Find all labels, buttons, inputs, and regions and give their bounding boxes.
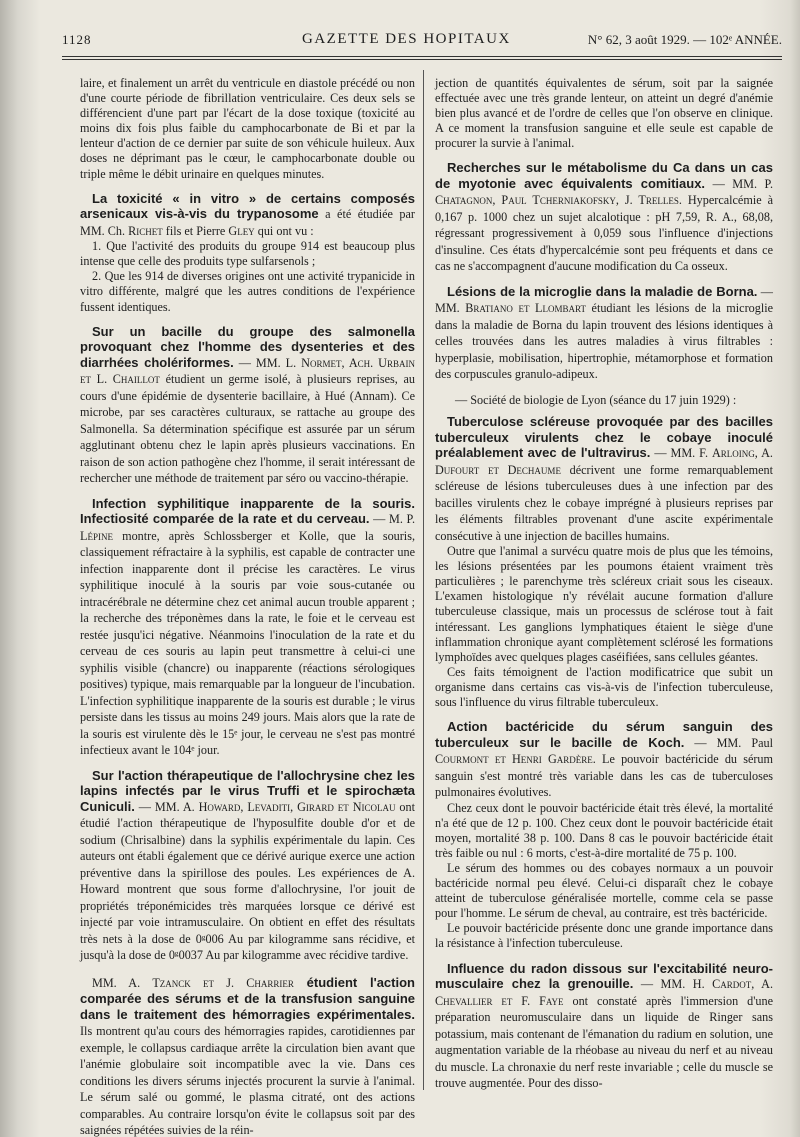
list-item: 2. Que les 914 de diverses origines ont une activité trypanicide in vitro différente, malgré que les autres conditions de l'expérience fussent identiques. [80, 269, 415, 314]
author-names: Arloing, A. Dufourt et Dechaume [435, 446, 773, 477]
article-body: ont étudié l'action thérapeutique de l'hyposulfite double d'or et de sodium (Chrisalbine) dans la syphilis expérimentale du lapin. Ces auteurs ont établi également que ce dérivé aurique exerce une action préventive dans la spirillose des poules. Les expériences de A. Howard montrent que sous forme d'allochrysine, l'or jouit de propriétés tréponémicides très marquées lorsque ce dérivé est injecté par voie intramusculaire. On obtient en effet des résultats très nets à la dose de 0ᵍ006 Au par kilogramme sans récidive, et jusqu'à la dose de 0ᵍ0037 Au par kilogramme avec récidive tardive. [80, 799, 415, 963]
header-rule-double [62, 59, 782, 60]
article-serum: Action bactéricide du sérum sanguin des tuberculeux sur le bacille de Koch. — MM. Paul Courmont et Henri Gardère. Le pouvoir bactéricide du sérum sanguin s'est montré très variable dans les cas de tuberculoses pulmonaires évolutives. [435, 719, 773, 800]
article-title: Sur l'action thérapeutique de l'allochrysine chez les lapins infectés par le virus Truffi et le spirochæta Cuniculi. [80, 767, 415, 814]
article-paragraph: Ces faits témoignent de l'action modificatrice que subit un organisme dans certains cas vis-à-vis de l'infection tuberculeuse, sous l'influence du virus filtrable tuberculeux. [435, 664, 773, 709]
article-body: Ils montrent qu'au cours des hémorragies rapides, carotidiennes par exemple, le collapsus cardiaque arrête la circulation bien avant que l'anémie globulaire soit incompatible avec la vie. Dans ces conditions les divers sérums injectés procurent la survie à l'animal. Le sérum salé ou gommé, le plasma citraté, ont des actions comparables. Au contraire lorsqu'on évite le collapsus soit par des saignées répétées suivies de la réin- [80, 1024, 415, 1137]
article-title: Tuberculose scléreuse provoquée par des bacilles tuberculeux virulents chez le cobaye inoculé préalablement avec de l'ultravirus. [435, 414, 773, 461]
article-title: Recherches sur le métabolisme du Ca dans un cas de myotonie avec équivalents comitiaux. [435, 160, 773, 191]
article-transfusion: MM. A. Tzanck et J. Charrier étudient l'action comparée des sérums et de la transfusion sanguine dans le traitement des hémorragies expérimentales. Ils montrent qu'au cours des hémorragies rapides, carotidiennes par exemple, le collapsus cardiaque arrête la circulation bien avant que l'anémie globulaire soit incompatible avec la vie. Dans ces conditions les divers sérums injectés procurent la survie à l'animal. Le sérum salé ou gommé, le plasma citraté, ont des actions comparables. Au contraire lorsqu'on évite le collapsus soit par des saignées répétées suivies de la réin- [80, 974, 415, 1137]
article-body: étudient un germe isolé, à plusieurs reprises, au cours d'une épidémie de dysenterie bacillaire, à Hué (Annam). Ce microbe, par ses caractères culturaux, se rattache au groupe des Salmonella. Sa détermination spécifique est assurée par un sérum agglutinant obtenu chez le lapin après plusieurs vaccinations. En raison de son action pathogène chez l'homme, il serait intéressant de rechercher une méthode de traitement par séro ou vaccino-thérapie. [80, 372, 415, 486]
article-paragraph: Chez ceux dont le pouvoir bactéricide était très élevé, la mortalité n'a été que de 12 p. 100. Chez ceux dont le pouvoir bactéricide était moyen, mortalité 38 p. 100. Dans 8 cas le pouvoir bactéricide était très faible ou nul : 6 morts, c'est-à-dire mortalité de 75 p. 100. [435, 800, 773, 860]
article-syphilis: Infection syphilitique inapparente de la souris. Infectiosité comparée de la rate et du cerveau. — M. P. Lépine montre, après Schlossberger et Kolle, que la souris, classiquement réfractaire à la syphilis, est capable de contracter une infection inapparente dont il précise les caractères. Le virus syphilitique inoculé à la souris par voie sous-cutanée ou intracérébrale ne détermine chez cet animal aucun trouble apparent ; la recherche des tréponèmes dans la rate, le foie et le cerveau est restée jusqu'ici négative. Néanmoins l'inoculation de la rate et du cerveau de ces souris au lapin peut transmettre à celui-ci une syphilis visible (chancre) ou inapparente (réactions sérologiques positives) typique, mais remarquable par la longueur de l'incubation. L'infection syphilitique inapparente de la souris est durable ; le virus persiste dans les tissus au moins 249 jours. Mais alors que la rate de la souris est virulente dès le 15ᵉ jour, le cerveau ne s'est pas montré infectieux avant le 104ᵉ jour. [80, 495, 416, 758]
author-names: Courmont et Henri Gardère [435, 752, 593, 767]
author-name: Richet [128, 223, 163, 238]
article-body: . Hypercalcémie à 0,167 p. 1000 chez un sujet alcalotique : pH 7,59, R. A., 68,08, régressant progressivement à 0,059 sous l'influence d'injections d'insuline. Ces états d'hypercalcémie sont peu fréquents et dans ce cas ne s'accompagnent d'aucune modification du Ca osseux. [435, 193, 773, 274]
article-body: décrivent une forme remarquablement scléreuse de lésions tuberculeuses dues à une infection par des bacilles virulents chez le cobaye imprégné à plusieurs reprises par les éléments filtrables provenant d'une ascite expérimentale consécutive à une injection de bacilles humains. [435, 462, 773, 543]
article-allochrysine: Sur l'action thérapeutique de l'allochrysine chez les lapins infectés par le virus Truffi et le spirochæta Cuniculi. — MM. A. Howard, Levaditi, Girard et Nicolau ont étudié l'action thérapeutique de l'hyposulfite double d'or et de sodium (Chrisalbine) dans la syphilis expérimentale du lapin. Ces auteurs ont établi également que ce dérivé aurique exerce une action préventive dans la spirillose des poules. Les expériences de A. Howard montrent que sous forme d'allochrysine, l'or jouit de propriétés tréponémicides très marquées lorsque ce dérivé est injecté par voie intramusculaire. On obtient en effet des résultats très nets à la dose de 0ᵍ006 Au par kilogramme sans récidive, et jusqu'à la dose de 0ᵍ0037 Au par kilogramme avec récidive tardive. [80, 767, 415, 963]
article-title: Infection syphilitique inapparente de la souris. Infectiosité comparée de la rate et du cerveau. [80, 495, 415, 527]
article-paragraph: Le pouvoir bactéricide présente donc une grande importance dans la résistance à l'infection tuberculeuse. [435, 921, 773, 951]
author-names: Chatagnon, Paul Tchernіakofsky, J. Trelles [435, 193, 679, 208]
article-title: Influence du radon dissous sur l'excitabilité neuro-musculaire chez la grenouille. [435, 960, 773, 992]
article-salmonella: Sur un bacille du groupe des salmonella provoquant chez l'homme des dysenteries et des diarrhées cholériformes. — MM. L. Normet, Ach. Urbain et L. Chaillot étudient un germe isolé, à plusieurs reprises, au cours d'une épidémie de dysenterie bacillaire, à Hué (Annam). Ce microbe, par ses caractères culturaux, se rattache au groupe des Salmonella. Sa détermination spécifique est assurée par un sérum agglutinant obtenu chez le lapin après plusieurs vaccinations. En raison de son action pathogène chez l'homme, il serait intéressant de rechercher une méthode de traitement par séro ou vaccino-thérapie. [80, 323, 415, 486]
article-title: Action bactéricide du sérum sanguin des tuberculeux sur le bacille de Koch. [435, 719, 773, 750]
article-paragraph: Outre que l'animal a survécu quatre mois de plus que les témoins, les lésions présentées par les poumons étaient vraiment très particulières ; le parenchyme très scléreux criait sous les ciseaux. L'examen histologique n'y révélait aucune formation d'allure tuberculeuse classique, mais un processus de sclérose tout à fait intéressant. Les ganglions lymphatiques étaient le siège d'une inflammation chronique ayant complètement sclérosé les formations lymphoïdes avec quelques plages caséifiées, sans cellules géantes. [435, 544, 773, 664]
author-names: Tzanck et J. Charrier [152, 975, 294, 990]
list-item: 1. Que l'activité des produits du groupe 914 est beaucoup plus intense que celle des produits type sulfarsenols ; [80, 239, 415, 269]
author-names: Bratiano et Llombart [465, 301, 586, 316]
author-names: Cardot, A. Chevallier et F. Faye [435, 977, 773, 1008]
article-microglie: Lésions de la microglie dans la maladie de Borna. — MM. Bratiano et Llombart étudiant les lésions de la microglie dans la maladie de Borna du lapin trouvent des lésions identiques à celles trouvées dans les autres maladies à virus filtrables : hyperplasie, mobilisation, hipertrophie, métamorphose et formation des corpuscules granulo-adipeux. [435, 283, 774, 382]
article-arsenic: La toxicité « in vitro » de certains composés arsenicaux vis-à-vis du trypanosome a été étudiée par MM. Ch. Richet fils et Pierre Gley qui ont vu : [80, 190, 415, 238]
article-title: Sur un bacille du groupe des salmonella provoquant chez l'homme des dysenteries et des diarrhées cholériformes. [80, 323, 415, 370]
issue-info: N° 62, 3 août 1929. — 102ᵉ ANNÉE. [587, 32, 782, 47]
article-title: étudient l'action comparée des sérums et de la transfusion sanguine dans le traitement des hémorragies expérimentales. [80, 974, 415, 1022]
article-title: La toxicité « in vitro » de certains composés arsenicaux vis-à-vis du trypanosome [80, 190, 415, 222]
author-names: Howard, Levaditi, Girard et Nicolau [198, 799, 396, 814]
column-divider [423, 70, 424, 1090]
article-body: étudiant les lésions de la microglie dans la maladie de Borna du lapin trouvent des lésions identiques à celles trouvées dans les autres maladies à virus filtrables : hyperplasie, mobilisation, hipertrophie, métamorphose et formation des corpuscules granulo-adipeux. [435, 301, 774, 382]
page-header [62, 30, 782, 52]
continuation-paragraph: jection de quantités équivalentes de sérum, soit par la saignée effectuée avec une très grande lenteur, on atteint un degré d'anémie bien plus avancé et de l'ordre de celles que l'on observe en clinique. A ce moment la transfusion sanguine et elle seule est capable de procurer la survie à l'animal. [435, 76, 773, 151]
article-paragraph: Le sérum des hommes ou des cobayes normaux a un pouvoir bactéricide normal peu élevé. Celui-ci disparaît chez le cobaye atteint de tuberculose généralisée mortelle, comme cela se passe pour l'homme. Le sérum de cheval, au contraire, est très bactéricide. [435, 860, 773, 921]
journal-title: GAZETTE DES HOPITAUX [302, 31, 511, 47]
author-names: Normet, Ach. Urbain et L. Chaillot [80, 355, 415, 387]
article-body: ont constaté après l'immersion d'une préparation neuromusculaire dans un liquide de Ringer sans potassium, mais contenant de l'émanation du radium en solution, une augmentation variable de la rhéobase au niveau du nerf et au niveau du muscle. La chronaxie du nerf reste invariable ; celle du muscle se trouve augmentée. Pour des disso- [435, 993, 774, 1091]
article-tuberculose: Tuberculose scléreuse provoquée par des bacilles tuberculeux virulents chez le cobaye inoculé préalablement avec de l'ultravirus. — MM. F. Arloing, A. Dufourt et Dechaume décrivent une forme remarquablement scléreuse de lésions tuberculeuses dues à une infection par des bacilles virulents chez le cobaye imprégné à plusieurs reprises par les éléments filtrables provenant d'une ascite expérimentale consécutive à une injection de bacilles humains. [435, 414, 773, 543]
article-body: montre, après Schlossberger et Kolle, que la souris, classiquement réfractaire à la syphilis, est capable de contracter une infection inapparente dont il précise les caractères. Le virus syphilitique inoculé à la souris par voie sous-cutanée ou intracérébrale ne détermine chez cet animal aucun trouble apparent ; la recherche des tréponèmes dans la rate, le foie et le cerveau est restée jusqu'ici négative. Néanmoins l'inoculation de la rate et du cerveau de ces souris au lapin peut transmettre à celui-ci une syphilis visible (chancre) ou inapparente (réactions sérologiques positives) typique, mais remarquable par la longueur de l'incubation. L'infection syphilitique inapparente de la souris est durable ; le virus persiste dans les tissus au moins 249 jours. Mais alors que la rate de la souris est virulente dès le 15ᵉ jour, le cerveau ne s'est pas montré infectieux avant le 104ᵉ jour. [80, 528, 415, 758]
article-radon: Influence du radon dissous sur l'excitabilité neuro-musculaire chez la grenouille. — MM. H. Cardot, A. Chevallier et F. Faye ont constaté après l'immersion d'une préparation neuromusculaire dans un liquide de Ringer sans potassium, mais contenant de l'émanation du radium en solution, une augmentation variable de la rhéobase au niveau du nerf et au niveau du muscle. La chronaxie du nerf reste invariable ; celle du muscle se trouve augmentée. Pour des disso- [435, 960, 774, 1091]
left-column [80, 76, 415, 1137]
header-rule [62, 56, 782, 57]
society-heading: — Société de biologie de Lyon (séance du 17 juin 1929) : [455, 392, 737, 407]
author-name: Gley [228, 223, 255, 238]
intro-paragraph: laire, et finalement un arrêt du ventricule en diastole précédé ou non d'une courte période de fibrillation ventriculaire. Ces deux sels se différencient d'une part par l'écart de la dose toxique (toxicité au moins dix fois plus faible du camphocarbonate de Bi et par la lenteur d'action de ce dernier par suite de son véhicule huileux. Aux doses ne déprimant pas le cœur, le camphocarbonate double ou triple même le débit urinaire en quelques minutes. [80, 76, 415, 181]
article-calcium: Recherches sur le métabolisme du Ca dans un cas de myotonie avec équivalents comitiaux. — MM. P. Chatagnon, Paul Tchernіakofsky, J. Trelles. Hypercalcémie à 0,167 p. 1000 chez un sujet alcalotique : pH 7,59, R. A., 68,08, régressant progressivement à 0,059 sous l'influence d'injections d'insuline. Ces états d'hypercalcémie sont peu fréquents et dans ce cas ne s'accompagnent d'aucune modification du Ca osseux. [435, 160, 773, 274]
page-number: 1128 [62, 32, 92, 47]
article-title: Lésions de la microglie dans la maladie de Borna. [447, 283, 758, 299]
article-body: . Le pouvoir bactéricide du sérum sanguin s'est montré très variable dans les cas de tuberculoses pulmonaires évolutives. [435, 752, 773, 800]
right-column [435, 76, 773, 1092]
author-names: Lépine [80, 528, 113, 543]
